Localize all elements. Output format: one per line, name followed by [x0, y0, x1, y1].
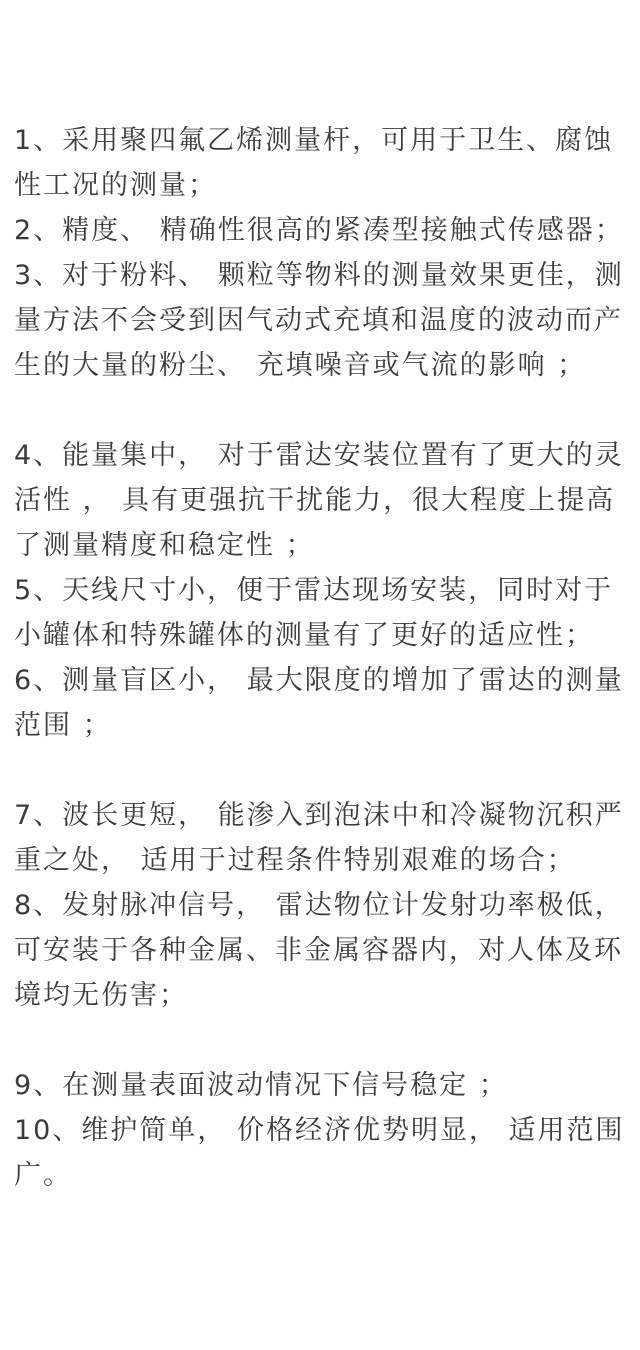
feature-item-1: 1、采用聚四氟乙烯测量杆，可用于卫生、腐蚀性工况的测量； — [14, 125, 614, 201]
feature-list — [14, 118, 626, 1198]
feature-item-2: 2、精度、 精确性很高的紧凑型接触式传感器； — [14, 215, 624, 246]
feature-group-4 — [14, 1063, 626, 1198]
feature-item-10: 10、维护简单， 价格经济优势明显， 适用范围广。 — [14, 1115, 625, 1191]
feature-item-8: 8、发射脉冲信号， 雷达物位计发射功率极低， 可安装于各种金属、非金属容器内，对人体及环境均无伤害； — [14, 890, 624, 1011]
feature-group-2 — [14, 433, 626, 748]
feature-item-9: 9、在测量表面波动情况下信号稳定 ； — [14, 1070, 508, 1101]
feature-item-3: 3、对于粉料、 颗粒等物料的测量效果更佳，测量方法不会受到因气动式充填和温度的波动而产生的大量的粉尘、 充填噪音或气流的影响 ； — [14, 260, 624, 381]
feature-item-6: 6、测量盲区小， 最大限度的增加了雷达的测量范围 ； — [14, 665, 624, 741]
feature-item-4: 4、能量集中， 对于雷达安装位置有了更大的灵活性 ， 具有更强抗干扰能力，很大程度上提高了测量精度和稳定性 ； — [14, 440, 624, 561]
feature-group-3 — [14, 793, 626, 1018]
feature-group-1 — [14, 118, 626, 388]
feature-item-5: 5、天线尺寸小，便于雷达现场安装，同时对于小罐体和特殊罐体的测量有了更好的适应性； — [14, 575, 614, 651]
feature-item-7: 7、波长更短， 能渗入到泡沫中和冷凝物沉积严重之处， 适用于过程条件特别艰难的场合； — [14, 800, 624, 876]
